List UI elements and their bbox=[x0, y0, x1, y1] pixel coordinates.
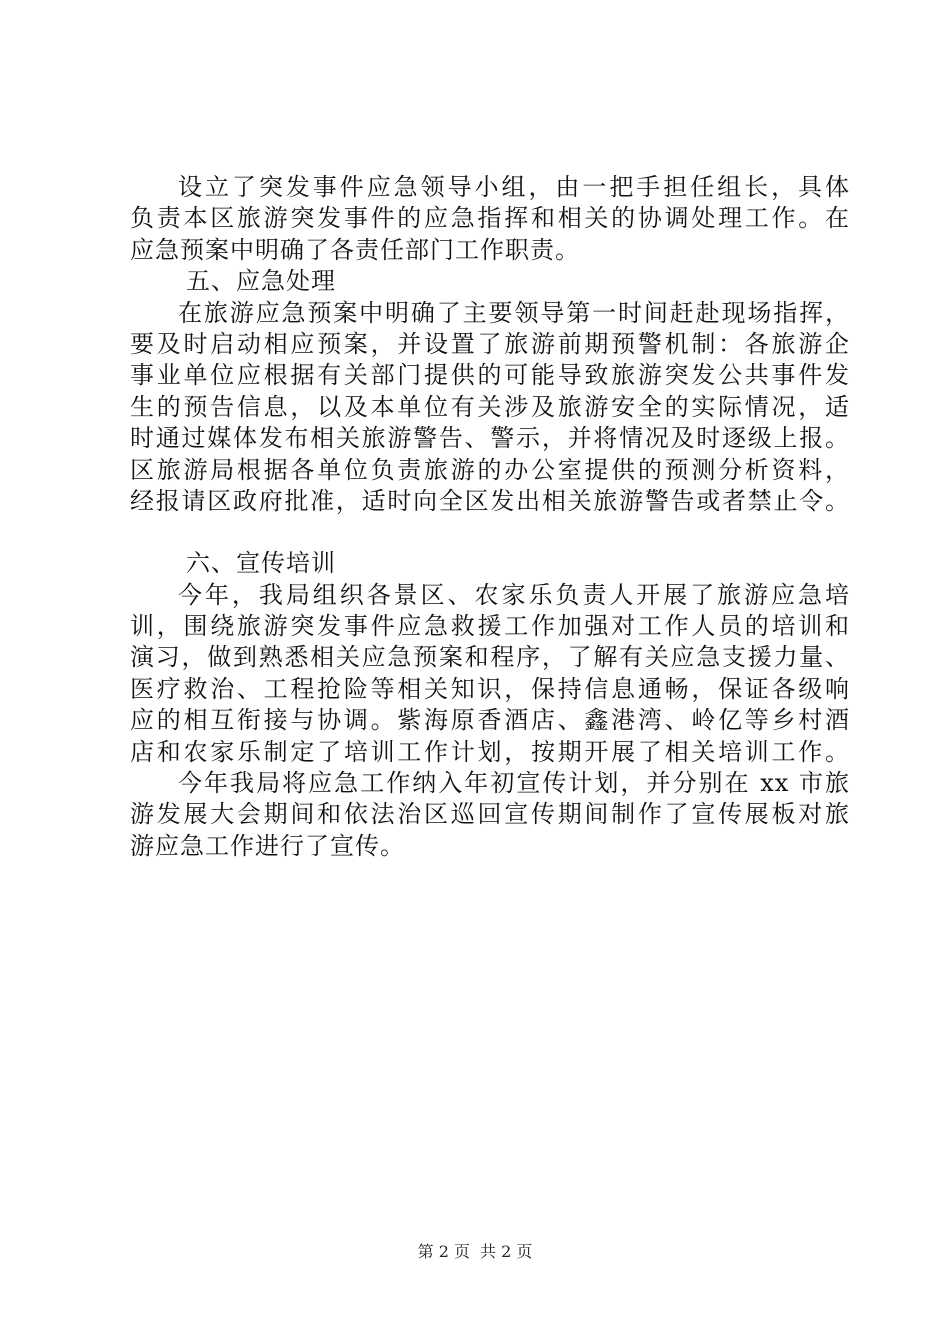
text-line: 游应急工作进行了宣传。 bbox=[130, 831, 405, 860]
text-line: 生的预告信息，以及本单位有关涉及旅游安全的实际情况，适 bbox=[130, 392, 850, 421]
text-line: 今年我局将应急工作纳入年初宣传计划，并分别在 xx 市旅 bbox=[178, 769, 850, 798]
paragraph bbox=[130, 580, 850, 768]
text-line: 要及时启动相应预案，并设置了旅游前期预警机制：各旅游企 bbox=[130, 329, 850, 358]
text-line: 事业单位应根据有关部门提供的可能导致旅游突发公共事件发 bbox=[130, 361, 850, 390]
text-line: 演习，做到熟悉相关应急预案和程序，了解有关应急支援力量、 bbox=[130, 643, 850, 672]
text-line: 经报请区政府批准，适时向全区发出相关旅游警告或者禁止令。 bbox=[130, 486, 850, 515]
document-body bbox=[130, 172, 850, 862]
page-footer bbox=[0, 1242, 950, 1262]
section-heading: 六、宣传培训 bbox=[186, 549, 336, 578]
paragraph bbox=[130, 768, 850, 862]
page-total: 共 2 页 bbox=[480, 1242, 533, 1261]
section-heading: 五、应急处理 bbox=[186, 267, 336, 296]
text-line: 区旅游局根据各单位负责旅游的办公室提供的预测分析资料， bbox=[130, 455, 850, 484]
text-line: 训，围绕旅游突发事件应急救援工作加强对工作人员的培训和 bbox=[130, 612, 850, 641]
paragraph-gap bbox=[130, 517, 850, 548]
text-line: 设立了突发事件应急领导小组，由一把手担任组长，具体 bbox=[178, 173, 850, 201]
text-line: 在旅游应急预案中明确了主要领导第一时间赶赴现场指挥， bbox=[178, 298, 850, 327]
text-line: 应急预案中明确了各责任部门工作职责。 bbox=[130, 235, 580, 264]
text-line: 医疗救治、工程抢险等相关知识，保持信息通畅，保证各级响 bbox=[130, 674, 850, 703]
text-line: 时通过媒体发布相关旅游警告、警示，并将情况及时逐级上报。 bbox=[130, 424, 850, 453]
paragraph bbox=[130, 172, 850, 266]
page-number: 第 2 页 bbox=[417, 1242, 470, 1261]
text-line: 今年，我局组织各景区、农家乐负责人开展了旅游应急培 bbox=[178, 580, 850, 609]
text-line: 游发展大会期间和依法治区巡回宣传期间制作了宣传展板对旅 bbox=[130, 800, 850, 829]
text-line: 应的相互衔接与协调。紫海原香酒店、鑫港湾、岭亿等乡村酒 bbox=[130, 706, 850, 735]
text-line: 负责本区旅游突发事件的应急指挥和相关的协调处理工作。在 bbox=[130, 204, 850, 233]
text-line: 店和农家乐制定了培训工作计划，按期开展了相关培训工作。 bbox=[130, 737, 850, 766]
paragraph bbox=[130, 298, 850, 518]
